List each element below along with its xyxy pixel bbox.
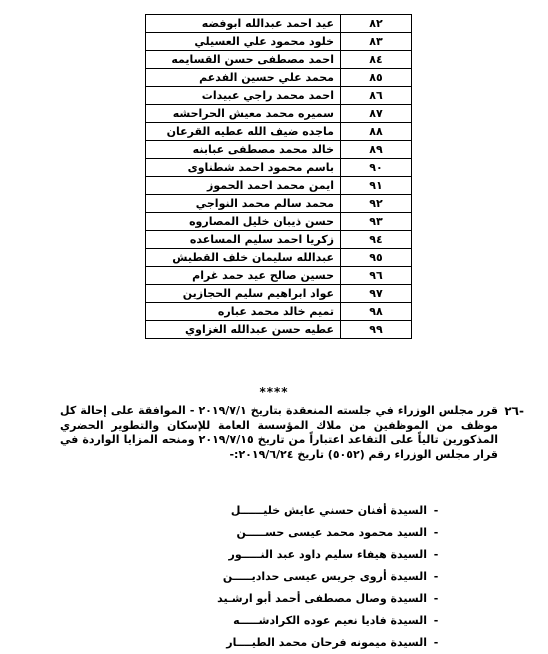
list-marker: - [433, 570, 439, 583]
row-number: ٨٩ [341, 141, 412, 159]
list-marker: - [433, 614, 439, 627]
table-row [146, 159, 412, 177]
list-marker: - [433, 548, 439, 561]
table-row [146, 285, 412, 303]
employee-name: عيد احمد عبدالله ابوفضه [146, 15, 341, 33]
row-number: ٩٦ [341, 267, 412, 285]
employee-name: عطيه حسن عبدالله الغزاوي [146, 321, 341, 339]
row-number: ٩٥ [341, 249, 412, 267]
table-row [146, 141, 412, 159]
employee-name: خلود محمود علي العسيلي [146, 33, 341, 51]
list-item [140, 500, 445, 522]
retirees-list [140, 500, 445, 654]
table-row [146, 105, 412, 123]
employee-name: احمد مصطفى حسن القسايمه [146, 51, 341, 69]
row-number: ٩١ [341, 177, 412, 195]
employee-name: محمد علي حسين الفدعم [146, 69, 341, 87]
list-item [140, 544, 445, 566]
row-number: ٩٤ [341, 231, 412, 249]
separator-stars: **** [259, 385, 289, 399]
table-row [146, 87, 412, 105]
list-item [140, 522, 445, 544]
person-name: السيدة أروى جريس عيسى حداديـــــن [222, 570, 427, 583]
row-number: ٩٣ [341, 213, 412, 231]
list-marker: - [433, 526, 439, 539]
row-number: ٨٥ [341, 69, 412, 87]
employee-name: ايمن محمد احمد الحموز [146, 177, 341, 195]
row-number: ٩٠ [341, 159, 412, 177]
table-row [146, 231, 412, 249]
row-number: ٩٩ [341, 321, 412, 339]
row-number: ٨٦ [341, 87, 412, 105]
names-table-body [146, 15, 412, 339]
person-name: السيدة وصال مصطفى أحمد أبو ارشـيد [217, 592, 427, 605]
employee-name: حسين صالح عيد حمد غرام [146, 267, 341, 285]
person-name: السيدة أفنان حسني عايش خليــــــل [230, 504, 427, 517]
row-number: ٩٧ [341, 285, 412, 303]
table-row [146, 303, 412, 321]
table-row [146, 177, 412, 195]
table-row [146, 321, 412, 339]
table-row [146, 51, 412, 69]
table-row [146, 249, 412, 267]
list-item [140, 610, 445, 632]
row-number: ٨٣ [341, 33, 412, 51]
row-number: ٨٧ [341, 105, 412, 123]
list-marker: - [433, 504, 439, 517]
employee-name: عواد ابراهيم سليم الحجازين [146, 285, 341, 303]
employee-name: سميره محمد معيش الحراحشه [146, 105, 341, 123]
employee-name: تميم خالد محمد عباره [146, 303, 341, 321]
row-number: ٨٢ [341, 15, 412, 33]
person-name: السيدة هيفاء سليم داود عبد النـــــور [228, 548, 427, 561]
person-name: السيد محمود محمد عيسى حســـــن [236, 526, 427, 539]
decision-number: -٢٦ [504, 404, 524, 418]
employee-name: عبدالله سليمان خلف القطيش [146, 249, 341, 267]
table-row [146, 33, 412, 51]
table-row [146, 69, 412, 87]
list-item [140, 632, 445, 654]
person-name: السيدة فاديا نعيم عوده الكرادشـــــه [233, 614, 427, 627]
employee-name: زكريا احمد سليم المساعده [146, 231, 341, 249]
employee-name: خالد محمد مصطفى عبابنه [146, 141, 341, 159]
row-number: ٨٨ [341, 123, 412, 141]
list-item [140, 588, 445, 610]
employee-name: باسم محمود احمد شطناوى [146, 159, 341, 177]
table-row [146, 213, 412, 231]
employee-name: حسن ذيبان خليل المصاروه [146, 213, 341, 231]
employee-name: احمد محمد راجي عبيدات [146, 87, 341, 105]
row-number: ٨٤ [341, 51, 412, 69]
row-number: ٩٢ [341, 195, 412, 213]
employee-name: محمد سالم محمد النواجي [146, 195, 341, 213]
table-row [146, 15, 412, 33]
person-name: السيدة ميمونه فرحان محمد الطيــــار [226, 636, 427, 649]
employee-name: ماجده ضيف الله عطيه القرعان [146, 123, 341, 141]
names-table [145, 14, 412, 339]
row-number: ٩٨ [341, 303, 412, 321]
decision-text: قرر مجلس الوزراء في جلسته المنعقدة بتاريخ ٢٠١٩/٧/١ - الموافقة على إحالة كل موظف من الموظفين من ملاك المؤسسة العامة للإسكان والتطوير الحضري المذكورين تالياً على التقاعد اعتباراً من تاريخ ٢٠١٩/٧/١٥ ومنحه المزايا الواردة في قرار مجلس الوزراء رقم (٥٠٥٢) تاريخ ٢٠١٩/٦/٢٤:- [60, 404, 498, 461]
table-row [146, 267, 412, 285]
list-marker: - [433, 592, 439, 605]
list-item [140, 566, 445, 588]
table-row [146, 195, 412, 213]
list-marker: - [433, 636, 439, 649]
table-row [146, 123, 412, 141]
